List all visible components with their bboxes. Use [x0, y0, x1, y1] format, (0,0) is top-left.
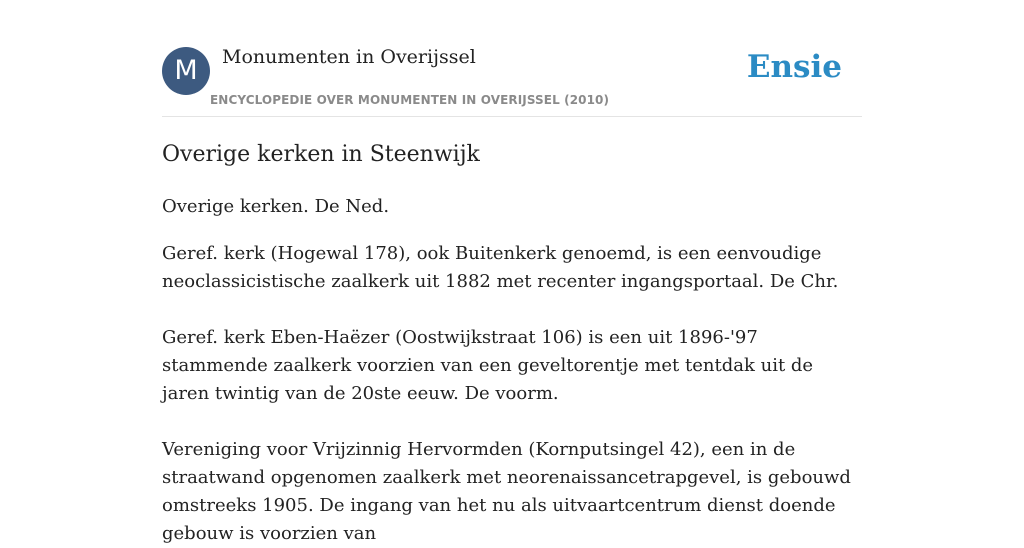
article-headline: Overige kerken in Steenwijk [162, 142, 480, 167]
source-subtitle: ENCYCLOPEDIE OVER MONUMENTEN IN OVERIJSSEL (2010) [210, 93, 610, 107]
article-paragraph: Vereniging voor Vrijzinnig Hervormden (Kornputsingel 42), een in de straatwand opgenomen zaalkerk met neorenaissancetrapgevel, is gebouwd omstreeks 1905. De ingang van het nu als uitvaartcentrum dienst doende gebouw is voorzien van [162, 439, 851, 544]
site-header [162, 44, 862, 117]
article-paragraph: Geref. kerk (Hogewal 178), ook Buitenkerk genoemd, is een eenvoudige neoclassicistische zaalkerk uit 1882 met recenter ingangsportaal. De Chr. [162, 243, 839, 292]
avatar[interactable]: M [162, 47, 210, 95]
article-paragraph: Geref. kerk Eben-Haëzer (Oostwijkstraat 106) is een uit 1896-'97 stammende zaalkerk voorzien van een geveltorentje met tentdak uit de jaren twintig van de 20ste eeuw. De voorm. [162, 327, 814, 404]
article-paragraph: Overige kerken. De Ned. [162, 196, 390, 217]
article-body [162, 139, 862, 548]
source-title[interactable]: Monumenten in Overijssel [222, 46, 476, 68]
ensie-logo[interactable]: Ensie [746, 49, 842, 85]
